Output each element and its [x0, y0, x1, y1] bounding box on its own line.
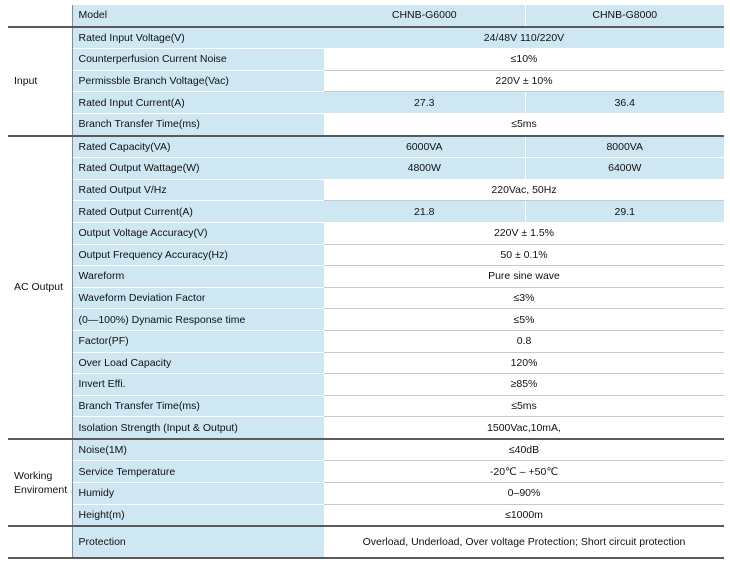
param-label: Output Voltage Accuracy(V) [72, 222, 324, 244]
param-value: 220V ± 10% [324, 70, 724, 92]
table-row [8, 201, 724, 223]
param-value: 29.1 [525, 201, 724, 223]
param-value: 24/48V 110/220V [324, 27, 724, 49]
param-label: Rated Input Voltage(V) [72, 27, 324, 49]
param-value: 6000VA [324, 136, 525, 158]
param-label: Over Load Capacity [72, 352, 324, 374]
header-group-cell [8, 5, 72, 27]
param-value: Overload, Underload, Over voltage Protection; Short circuit protection [324, 526, 724, 558]
table-row [8, 244, 724, 266]
param-label: Service Temperature [72, 461, 324, 483]
table-row [8, 461, 724, 483]
group-label-line1: Working [14, 469, 53, 482]
group-ac-output: AC Output [8, 136, 72, 439]
param-value: 50 ± 0.1% [324, 244, 724, 266]
table-row [8, 417, 724, 439]
param-label: Rated Output Wattage(W) [72, 158, 324, 180]
group-label-line2: Enviroment [14, 483, 68, 496]
header-row [8, 5, 724, 27]
param-label: Height(m) [72, 504, 324, 526]
table-row [8, 222, 724, 244]
param-label: Permissble Branch Voltage(Vac) [72, 70, 324, 92]
param-label: Rated Output Current(A) [72, 201, 324, 223]
param-value: ≤5ms [324, 113, 724, 135]
param-label: Branch Transfer Time(ms) [72, 395, 324, 417]
table-row [8, 330, 724, 352]
param-value: ≤40dB [324, 439, 724, 461]
param-value: 1500Vac,10mA, [324, 417, 724, 439]
table-row [8, 70, 724, 92]
param-label: Branch Transfer Time(ms) [72, 113, 324, 135]
spec-table [8, 5, 724, 559]
param-label: Rated Input Current(A) [72, 92, 324, 114]
table-row [8, 526, 724, 558]
param-value: Pure sine wave [324, 266, 724, 288]
group-working-environment [8, 439, 72, 526]
table-row [8, 179, 724, 201]
table-row [8, 287, 724, 309]
param-value: 21.8 [324, 201, 525, 223]
group-protection [8, 526, 72, 558]
param-label: (0—100%) Dynamic Response time [72, 309, 324, 331]
param-value: ≤5% [324, 309, 724, 331]
param-value: 27.3 [324, 92, 525, 114]
param-label: Noise(1M) [72, 439, 324, 461]
param-value: 0.8 [324, 330, 724, 352]
table-row [8, 158, 724, 180]
model-2: CHNB-G8000 [525, 5, 724, 27]
param-label: Factor(PF) [72, 330, 324, 352]
table-row [8, 504, 724, 526]
table-row [8, 49, 724, 71]
param-value: ≤10% [324, 49, 724, 71]
param-label: Output Frequency Accuracy(Hz) [72, 244, 324, 266]
table-row [8, 439, 724, 461]
param-value: ≤3% [324, 287, 724, 309]
param-value: 4800W [324, 158, 525, 180]
model-label: Model [72, 5, 324, 27]
table-row [8, 27, 724, 49]
param-value: 8000VA [525, 136, 724, 158]
param-label: Counterperfusion Current Noise [72, 49, 324, 71]
param-value: 36.4 [525, 92, 724, 114]
table-row [8, 374, 724, 396]
param-label: Protection [72, 526, 324, 558]
param-value: 220Vac, 50Hz [324, 179, 724, 201]
param-label: Waveform Deviation Factor [72, 287, 324, 309]
table-row [8, 352, 724, 374]
param-label: Rated Output V/Hz [72, 179, 324, 201]
table-row [8, 266, 724, 288]
table-row [8, 136, 724, 158]
param-value: 120% [324, 352, 724, 374]
group-input: Input [8, 27, 72, 136]
param-label: Invert Effi. [72, 374, 324, 396]
param-label: Humidy [72, 483, 324, 505]
table-row [8, 92, 724, 114]
table-row [8, 395, 724, 417]
param-label: Rated Capacity(VA) [72, 136, 324, 158]
param-value: 6400W [525, 158, 724, 180]
param-label: Wareform [72, 266, 324, 288]
param-value: ≤1000m [324, 504, 724, 526]
param-value: 220V ± 1.5% [324, 222, 724, 244]
param-label: Isolation Strength (Input & Output) [72, 417, 324, 439]
param-value: ≤5ms [324, 395, 724, 417]
table-row [8, 483, 724, 505]
table-row [8, 309, 724, 331]
table-row [8, 113, 724, 135]
param-value: 0–90% [324, 483, 724, 505]
model-1: CHNB-G6000 [324, 5, 525, 27]
param-value: -20℃ – +50℃ [324, 461, 724, 483]
param-value: ≥85% [324, 374, 724, 396]
